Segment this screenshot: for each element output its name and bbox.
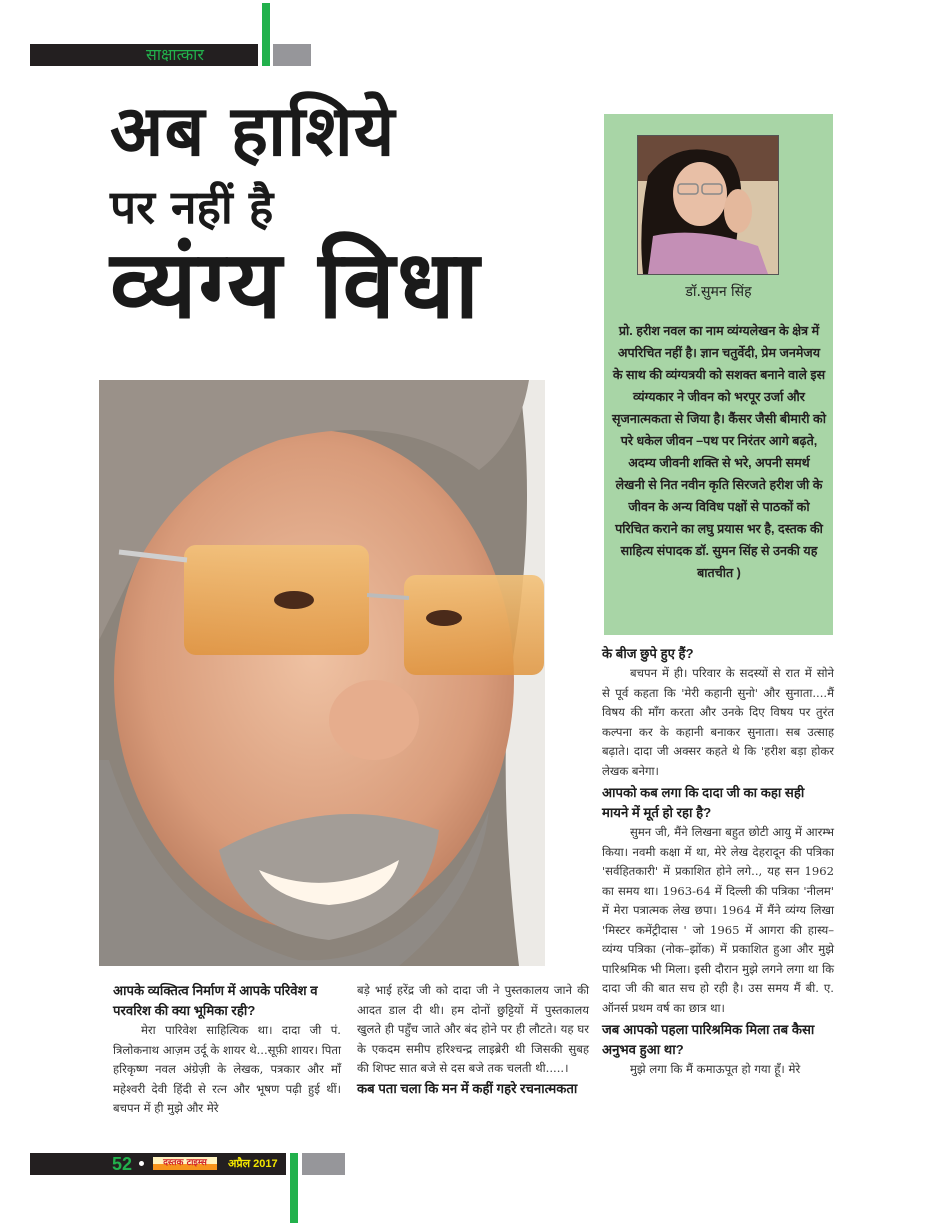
question-4: जब आपको पहला पारिश्रमिक मिला तब कैसा अनुभव हुआ था?: [602, 1022, 815, 1057]
page-number: 52: [112, 1154, 133, 1174]
interviewer-photo: [637, 135, 779, 275]
section-header-bar: [30, 44, 258, 66]
question-2-end: के बीज छुपे हुए हैं?: [602, 646, 694, 661]
headline-line-3: व्यंग्य विधा: [110, 230, 482, 340]
answer-2: बचपन में ही। परिवार के सदस्यों से रात में सोने से पूर्व कहता कि 'मेरी कहानी सुनो' और सुनाता....मैं विषय की माँग करता और उनके दिए विषय पर तुरंत कल्पना कर के कहानी बनाकर सुनाता। सब उत्साह बढ़ाते। दादा जी अक्सर कहते थे कि 'हरीश बड़ा होकर लेखक बनेगा।: [602, 666, 834, 778]
interview-intro: प्रो. हरीश नवल का नाम व्यंग्यलेखन के क्षेत्र में अपरिचित नहीं है। ज्ञान चतुर्वेदी, प्रेम जनमेजय के साथ की व्यंग्यत्रयी को सशक्त बनाने वाले इस व्यंग्यकार ने जीवन को भरपूर उर्जा और सृजनात्मकता से जिया है। कैंसर जैसी बीमारी को परे धकेल जीवन –पथ पर निरंतर आगे बढ़ते, अदम्य जीवनी शक्ति से भरे, अपनी समर्थ लेखनी से नित नवीन कृति सिरजते हरीश जी के जीवन के अन्य विविध पक्षों से पाठकों को परिचित कराने का लघु प्रयास भर है, दस्तक की साहित्य संपादक डॉ. सुमन सिंह से उनकी यह बातचीत ): [612, 324, 826, 580]
interviewer-photo-illustration: [638, 136, 778, 274]
headline-line-1: अब हाशिये: [110, 89, 396, 172]
magazine-logo: दस्तक टाइम्स: [153, 1157, 217, 1170]
article-column-1: [113, 981, 341, 1119]
answer-1: मेरा पारिवेश साहित्यिक था। दादा जी पं. त्रिलोकनाथ आज़म उर्दू के शायर थे...सूफ़ी शायर। पिता हरिकृष्ण नवल अंग्रेज़ी के लेखक, पत्रकार और माँ महेश्वरी देवी हिंदी से रत्न और भूषण पढ़ी हुई थीं। बचपन में ही मुझे और मेरे: [113, 1023, 341, 1115]
portrait-illustration: [99, 380, 545, 966]
footer-green-accent: [290, 1153, 298, 1223]
header-green-accent: [262, 3, 270, 66]
interviewer-name: डॉ.सुमन सिंह: [685, 284, 752, 300]
answer-1-continued: बड़े भाई हरेंद्र जी को दादा जी ने पुस्तकालय जाने की आदत डाल दी थी। हम दोनों छुट्टियों में पुस्तकालय खुलते ही पहुँच जाते और बंद होने पर ही लौटते। यह घर के एकदम समीप हरिश्चन्द्र लाइब्रेरी थी जिसकी सुबह की शिफ्ट सात बजे से दस बजे तक चलती थी.....।: [357, 983, 589, 1075]
question-2-start: कब पता चला कि मन में कहीं गहरे रचनात्मकता: [357, 1080, 578, 1096]
bullet-separator-icon: [139, 1161, 144, 1166]
article-column-3: [602, 644, 834, 1080]
headline-line-2: पर नहीं है: [110, 180, 274, 234]
issue-date: अप्रैल 2017: [228, 1158, 278, 1170]
header-grey-block: [273, 44, 311, 66]
article-headline: [110, 89, 482, 340]
section-label: साक्षात्कार: [146, 45, 204, 64]
footer-grey-block: [302, 1153, 345, 1175]
answer-4: मुझे लगा कि मैं कमाऊपूत हो गया हूँ। मेरे: [630, 1062, 801, 1076]
interviewee-portrait: [99, 380, 545, 966]
answer-3: सुमन जी, मैंने लिखना बहुत छोटी आयु में आरम्भ किया। नवमी कक्षा में था, मेरे लेख देहरादून की पत्रिका 'सर्वहितकारी' में प्रकाशित होने लगे.., यह सन 1962 का समय था। 1963-64 में दिल्ली की पत्रिका 'नीलम' में मेरा पत्रात्मक लेख छपा। 1964 में मैंने व्यंग्य लिखा 'मिस्टर कमेंट्रीदास ' जो 1965 में आगरा की हास्य–व्यंग्य पत्रिका (नोक–झोंक) में प्रकाशित हुआ और मुझे पारिश्रमिक भी मिला। इसी दौरान मुझे लगने लगा था कि दादा जी की बात सच हो रही है। उस समय मैं बी. ए. ऑनर्स प्रथम वर्ष का छात्र था।: [602, 825, 834, 1015]
article-column-2: [357, 981, 589, 1099]
question-3: आपको कब लगा कि दादा जी का कहा सही मायने में मूर्त हो रहा है?: [602, 785, 805, 820]
question-1: आपके व्यक्तित्व निर्माण में आपके परिवेश व परवरिश की क्या भूमिका रही?: [113, 983, 318, 1018]
